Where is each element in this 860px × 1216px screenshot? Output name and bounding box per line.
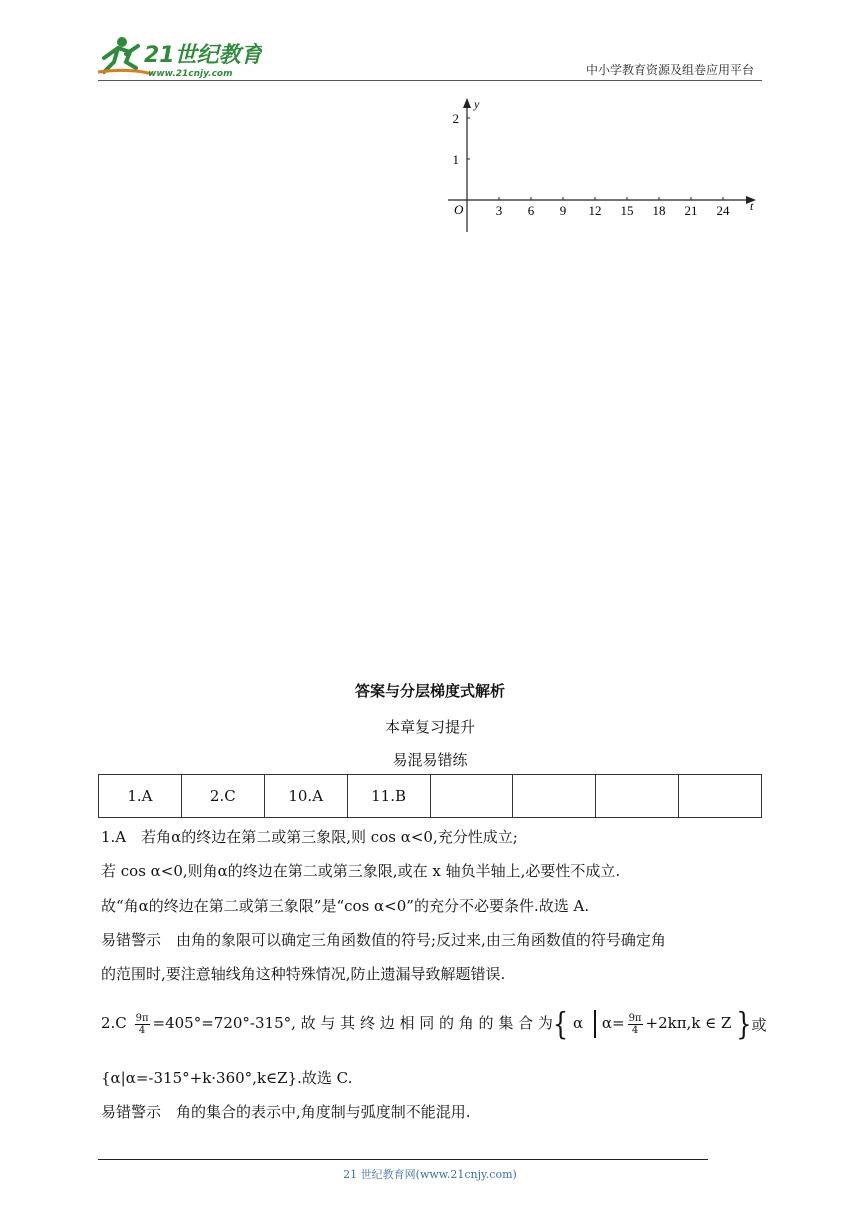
x-tick-label: 15 — [620, 203, 634, 218]
solution-line: 故“角α的终边在第二或第三象限”是“cos α<0”的充分不必要条件.故选 A. — [101, 897, 590, 915]
logo-text: 21世纪教育 — [144, 43, 262, 68]
x-tick-label: 6 — [527, 203, 535, 218]
footer-text: 21 世纪教育网(www.21cnjy.com) — [343, 1168, 517, 1181]
logo-url: www.21cnjy.com — [148, 69, 233, 79]
table-cell — [513, 775, 596, 818]
set-divider — [594, 1010, 596, 1038]
solution-2-prefix: 2.C $\frac{9\pi}{4}$ =405°=720°-315°, 故 与 其 终 边 相 同 的 角 的 集 合 为 — [101, 1012, 553, 1036]
table-cell — [430, 775, 513, 818]
footer-divider — [98, 1159, 708, 1160]
header-platform-text: 中小学教育资源及组卷应用平台 — [585, 63, 754, 77]
solution-line: 若 cos α<0,则角α的终边在第二或第三象限,或在 x 轴负半轴上,必要性不成立. — [101, 862, 621, 880]
angle-set: { α α= $\frac{9\pi}{4}$ +2kπ,k ∈ Z } — [552, 1005, 752, 1043]
fraction-9pi-4: $\frac{9\pi}{4}$ — [628, 1012, 642, 1036]
x-tick-label: 12 — [588, 203, 602, 218]
or-text: 或 — [751, 1015, 767, 1034]
x-tick-label: 24 — [716, 203, 730, 218]
warning-line: 易错警示 由角的象限可以确定三角函数值的符号;反过来,由三角函数值的符号确定角 — [101, 931, 666, 949]
fraction-9pi-4: $\frac{9\pi}{4}$ — [135, 1012, 149, 1036]
site-logo — [92, 32, 262, 82]
section-subtitle: 本章复习提升 — [384, 718, 475, 736]
table-cell — [596, 775, 679, 818]
table-cell: 2.C — [181, 775, 264, 818]
solution-line: 1.A 若角α的终边在第二或第三象限,则 cos α<0,充分性成立; — [101, 828, 518, 846]
origin-label: O — [454, 202, 464, 217]
y-tick-label: 1 — [452, 152, 459, 167]
header-divider — [98, 80, 762, 81]
y-tick-label: 2 — [452, 111, 459, 126]
table-row — [99, 775, 762, 818]
table-cell: 10.A — [264, 775, 347, 818]
x-axis-label: t — [750, 199, 754, 213]
section-title: 答案与分层梯度式解析 — [354, 682, 505, 700]
table-cell: 11.B — [347, 775, 430, 818]
solution-line: {α|α=-315°+k·360°,k∈Z}.故选 C. — [101, 1069, 353, 1087]
x-tick-label: 3 — [495, 203, 503, 218]
table-cell: 1.A — [99, 775, 182, 818]
y-axis-label: y — [474, 97, 480, 111]
x-tick-label: 9 — [559, 203, 567, 218]
x-tick-label: 18 — [652, 203, 666, 218]
table-cell — [679, 775, 762, 818]
warning-line: 的范围时,要注意轴线角这种特殊情况,防止遗漏导致解题错误. — [101, 965, 506, 983]
solution-line-2 — [101, 1005, 767, 1043]
warning-line: 易错警示 角的集合的表示中,角度制与弧度制不能混用. — [101, 1103, 471, 1121]
right-brace: } — [736, 1005, 752, 1043]
axes-graph — [440, 92, 770, 242]
x-tick-label: 21 — [684, 203, 698, 218]
answer-table — [98, 774, 762, 818]
left-brace: { — [552, 1005, 569, 1043]
y-axis-arrow — [463, 98, 471, 108]
section-subtitle-2: 易混易错练 — [392, 751, 468, 769]
